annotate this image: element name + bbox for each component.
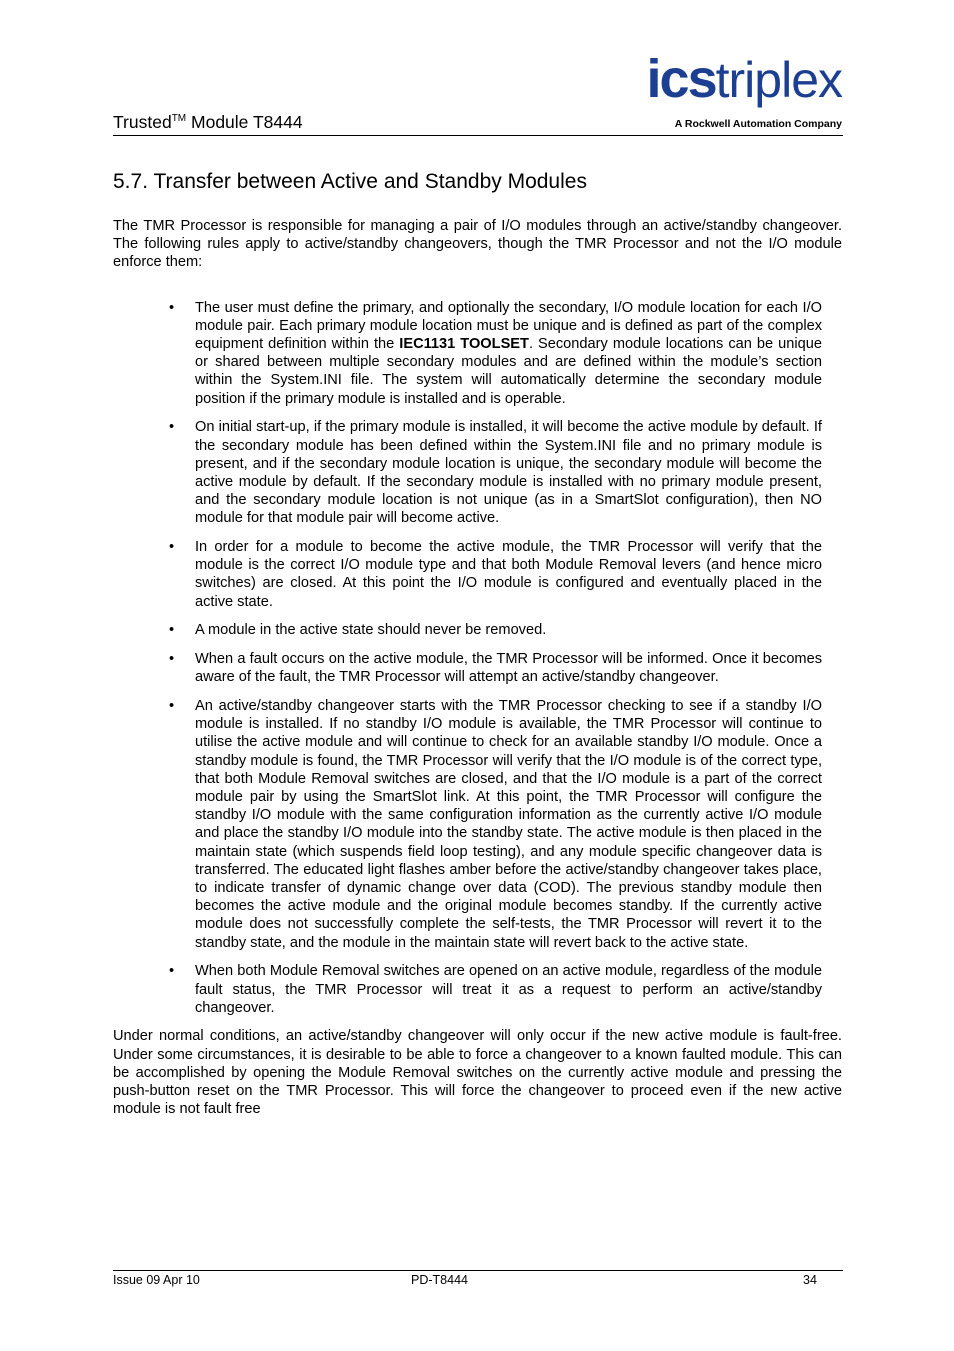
logo-light-text: triplex — [715, 52, 842, 108]
changeover-rules-list — [113, 299, 842, 1017]
body-content — [113, 217, 842, 1118]
list-item — [169, 299, 822, 408]
section-heading: 5.7. Transfer between Active and Standby Modules — [113, 170, 587, 193]
list-item-text: When a fault occurs on the active module, the TMR Processor will be informed. Once it becomes aware of the fault, the TMR Processor will attempt an active/standby changeover. — [195, 651, 822, 686]
document-header-title — [113, 112, 303, 133]
list-item — [169, 418, 822, 527]
list-item-text: When both Module Removal switches are opened on an active module, regardless of the module fault status, the TMR Processor will treat it as a request to perform an active/standby changeover. — [195, 963, 822, 1016]
footer-page-number: 34 — [803, 1273, 817, 1287]
list-item — [169, 697, 822, 952]
logo-bold-text: ics — [646, 49, 716, 109]
list-item-text: On initial start-up, if the primary module is installed, it will become the active module by default. If the secondary module has been defined within the System.INI file and no primary module is present, and if the secondary module location is unique, the secondary module will become the active module by default. If the secondary module is installed with no primary module present, and the secondary module location is not unique (as in a SmartSlot configuration), then NO module for that module pair will become active. — [195, 419, 822, 527]
bullet-marker: • — [169, 963, 175, 980]
list-item — [169, 538, 822, 611]
list-item-text: . Secondary module locations can be unique or shared between multiple secondary modules and are defined within the module’s section within the System.INI file. The system will automatically determine the secondary module position if the primary module is installed and is operable. — [195, 336, 822, 407]
footer-issue-date: Issue 09 Apr 10 — [113, 1273, 200, 1287]
list-item-text: The user must define the primary, and optionally the secondary, I/O module location for each I/O module pair. Each primary module location must be unique and is defined as part of the complex equipment definition within the — [195, 299, 822, 353]
list-item — [169, 650, 822, 686]
list-item-text: A module in the active state should never be removed. — [195, 622, 547, 639]
header-divider — [113, 135, 843, 136]
list-item — [169, 962, 822, 1017]
bullet-marker: • — [169, 419, 175, 436]
list-item-text: An active/standby changeover starts with the TMR Processor checking to see if a standby I/O module is installed. If no standby I/O module is available, the TMR Processor will continue to utilise the active module and will continue to check for an available standby I/O module. Once a standby module is found, the TMR Processor will verify that the I/O module is of the correct type, that both Module Removal switches are closed, and that the I/O module is a part of the correct module pair by using the SmartSlot link. At this point, the TMR Processor will configure the standby I/O module with the same configuration information as the currently active I/O module and place the standby I/O module into the standby state. The active module is then placed in the maintain state (which suspends field loop testing), and any module specific changeover data is transferred. The educated light flashes amber before the active/standby changeover takes place, to indicate transfer of dynamic change over data (COD). The previous standby module then becomes the active module and the original module becomes standby. If the currently active module does not successfully complete the self-tests, the TMR Processor will revert it to the standby state, and the module in the maintain state will revert back to the active state. — [195, 697, 822, 951]
bullet-marker: • — [169, 299, 175, 316]
trademark-mark: TM — [171, 113, 187, 124]
footer-divider — [113, 1270, 843, 1271]
module-name: Module T8444 — [186, 112, 303, 132]
toolset-name: IEC1131 TOOLSET — [399, 336, 529, 353]
list-item — [169, 621, 822, 639]
product-name: Trusted — [113, 112, 172, 132]
logo-wordmark — [646, 49, 842, 109]
closing-paragraph: Under normal conditions, an active/standby changeover will only occur if the new active module is fault-free. Under some circumstances, it is desirable to be able to force a changeover to a known faulted module. This can be accomplished by opening the Module Removal switches on the currently active module and pressing the push-button reset on the TMR Processor. This will force the changeover to proceed even if the new active module is not fault free — [113, 1028, 842, 1118]
intro-paragraph: The TMR Processor is responsible for managing a pair of I/O modules through an active/standby changeover. The following rules apply to active/standby changeovers, though the TMR Processor and not the I/O module enforce them: — [113, 218, 842, 271]
footer-document-id: PD-T8444 — [411, 1273, 468, 1287]
logo-tagline: A Rockwell Automation Company — [674, 118, 842, 130]
bullet-marker: • — [169, 622, 175, 639]
bullet-marker: • — [169, 697, 175, 714]
bullet-marker: • — [169, 651, 175, 668]
ics-triplex-logo — [612, 49, 844, 132]
bullet-marker: • — [169, 539, 175, 556]
list-item-text: In order for a module to become the active module, the TMR Processor will verify that the module is the correct I/O module type and that both Module Removal levers (and hence micro switches) are closed. At this point the I/O module is configured and eventually placed in the active state. — [195, 539, 822, 610]
